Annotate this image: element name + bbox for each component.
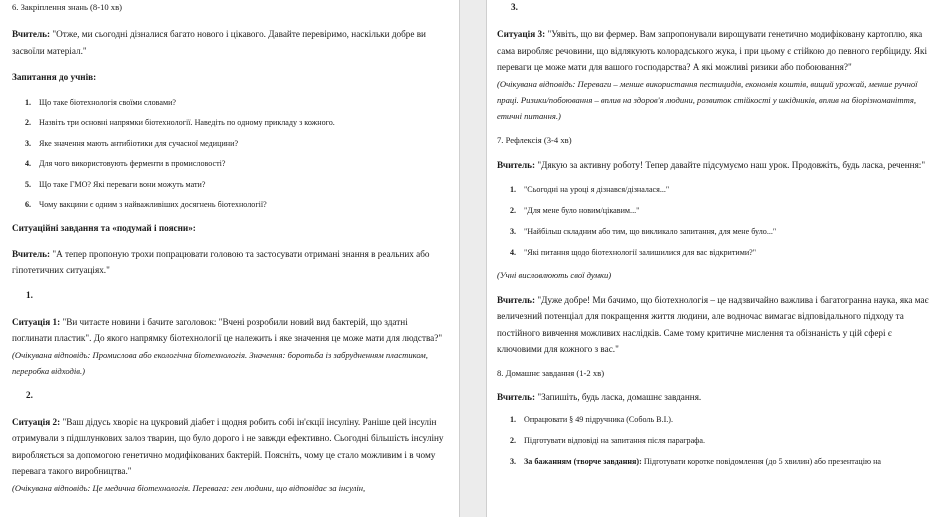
list-item: 4. "Які питання щодо біотехнології залишилися для вас відкритими?" bbox=[510, 247, 757, 257]
teacher-homework-paragraph: Вчитель: "Запишіть, будь ласка, домашнє завдання. bbox=[497, 391, 702, 402]
section-heading-8: 8. Домашнє завдання (1-2 хв) bbox=[497, 367, 605, 378]
list-item: 2. Підготувати відповіді на запитання після параграфа. bbox=[510, 436, 706, 446]
section-heading-6: 6. Закріплення знань (8-10 хв) bbox=[12, 2, 123, 12]
situation-2-paragraph: Ситуація 2: "Ваш дідусь хворіє на цукровий діабет і щодня робить собі ін'єкції інсуліну. Раніше цей інсулін отримували з підшлункових залоз тварин, що було дорого і не завжди ефективно. Сьогодні більшість інсуліну виробляється за допомогою генетично модифікованих бактерій. Поясніть, чому це стало можливим і в чому перевага такого виробництва." bbox=[12, 416, 444, 477]
list-item: 4. Для чого використовують ферменти в промисловості? bbox=[25, 159, 226, 168]
teacher-intro-paragraph bbox=[12, 26, 447, 59]
situation-1-paragraph: Ситуація 1: "Ви читаєте новини і бачите заголовок: "Вчені розробили новий вид бактерій, що здатні поглинати пластик". До якого напрямку біотехнології це належить і яке значення це може мати для людства?" bbox=[12, 316, 443, 343]
situation-3-answer: (Очікувана відповідь: Переваги – менше використання пестицидів, економія коштів, вищий урожай, менше ручної праці. Ризики/побоювання – вплив на здоров'я людини, розвиток стійкості у шкідників, вплив на біорізноманіття, етичні питання.) bbox=[497, 78, 918, 121]
list-item: 5. Що таке ГМО? Які переваги вони можуть мати? bbox=[25, 179, 206, 189]
homework-list bbox=[497, 413, 930, 468]
list-item: 1. "Сьогодні на уроці я дізнався/дізналася..." bbox=[510, 184, 670, 194]
list-item: 1. Опрацювати § 49 підручника (Соболь В.І.). bbox=[510, 415, 674, 425]
document-page-right bbox=[487, 0, 940, 517]
teacher-closing-paragraph: Вчитель: "Дуже добре! Ми бачимо, що біотехнологія – це надзвичайно важлива і багатогранна наука, яка має величезний потенціал для покращення життя людини, але водночас вимагає відповідального підходу та постійного вивчення можливих наслідків. Саме тому критичне мислення та обізнаність у цій сфері є ключовими для кожного з вас." bbox=[497, 294, 929, 355]
situational-heading: Ситуаційні завдання та «подумай і поясни»: bbox=[12, 223, 196, 233]
questions-heading: Запитання до учнів: bbox=[12, 72, 97, 82]
section-heading-7: 7. Рефлексія (3-4 хв) bbox=[497, 135, 572, 146]
situation-2-answer: (Очікувана відповідь: Це медична біотехнологія. Перевага: ген людини, що відповідає за інсулін, bbox=[12, 482, 366, 493]
questions-list bbox=[12, 96, 447, 212]
teacher-label: Вчитель: bbox=[12, 248, 51, 259]
situation-number-2: 2. bbox=[26, 389, 33, 400]
situation-3-paragraph: Ситуація 3: "Уявіть, що ви фермер. Вам запропонували вирощувати генетично модифіковану картоплю, яка сама виробляє речовини, що відлякують колорадського жука, і при цьому є стійкою до певного гербіциду. Які переваги це може мати для вашого господарства? А які можливі ризики або побоювання?" bbox=[497, 29, 928, 72]
teacher-label: Вчитель: bbox=[497, 294, 536, 305]
list-item: 3. За бажанням (творче завдання): Підготувати коротке повідомлення (до 5 хвилин) або презентацію на bbox=[510, 457, 881, 467]
teacher-situations-paragraph: Вчитель: "А тепер пропоную трохи попрацювати головою та застосувати отримані знання в реальних або гіпотетичних ситуаціях." bbox=[12, 248, 430, 275]
situation-1-answer: (Очікувана відповідь: Промислова або екологічна біотехнологія. Значення: боротьба із забрудненням пластиком, переробка відходів.) bbox=[12, 349, 428, 376]
situation-3-label: Ситуація 3: bbox=[497, 29, 546, 39]
students-note: (Учні висловлюють свої думки) bbox=[497, 269, 612, 280]
situation-number-1: 1. bbox=[26, 289, 33, 300]
teacher-label: Вчитель: bbox=[12, 29, 51, 39]
list-item: 3. Яке значення мають антибіотики для сучасної медицини? bbox=[25, 138, 239, 148]
teacher-intro-text: "Отже, ми сьогодні дізналися багато нового і цікавого. Давайте перевіримо, наскільки добре ви засвоїли матеріал." bbox=[12, 29, 426, 56]
teacher-reflection-paragraph: Вчитель: "Дякую за активну роботу! Тепер давайте підсумуємо наш урок. Продовжіть, будь ласка, речення:" bbox=[497, 160, 926, 171]
teacher-label: Вчитель: bbox=[497, 391, 536, 402]
reflection-list bbox=[497, 183, 930, 259]
page-gap bbox=[459, 0, 487, 517]
situation-number-3: 3. bbox=[511, 2, 518, 12]
list-item: 2. "Для мене було новим/цікавим..." bbox=[510, 205, 640, 215]
situation-1-label: Ситуація 1: bbox=[12, 316, 61, 327]
list-item: 1. Що таке біотехнологія своїми словами? bbox=[25, 97, 177, 107]
list-item: 6. Чому вакцини є одним з найважливіших досягнень біотехнології? bbox=[25, 200, 267, 209]
list-item: 3. "Найбільш складним або тим, що викликало запитання, для мене було..." bbox=[510, 226, 777, 236]
teacher-label: Вчитель: bbox=[497, 160, 536, 171]
document-page-left bbox=[0, 0, 459, 517]
situation-2-label: Ситуація 2: bbox=[12, 416, 61, 427]
list-item: 2. Назвіть три основні напрямки біотехнології. Наведіть по одному прикладу з кожного. bbox=[25, 118, 335, 127]
